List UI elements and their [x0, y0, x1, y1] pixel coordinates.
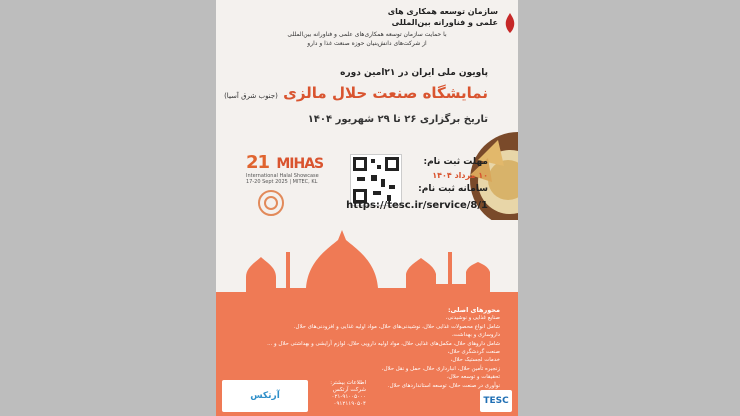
registration-url[interactable]: https://tesc.ir/service/8/1	[346, 200, 488, 211]
event-dates: تاریخ برگزاری ۲۶ تا ۲۹ شهریور ۱۴۰۴	[307, 114, 488, 125]
list-item: خدمات لجستیک حلال،	[450, 357, 500, 364]
company-name: آرتکس	[250, 391, 280, 401]
topics-title: محورهای اصلی:	[447, 306, 500, 314]
mihas-name: MIHAS	[276, 156, 324, 172]
registration-info	[418, 155, 488, 196]
poster	[216, 0, 518, 416]
contact-info	[312, 380, 366, 408]
list-item: شامل انواع محصولات غذایی حلال، نوشیدنی‌های حلال، مواد اولیه غذایی و افزودنی‌های حلال.	[293, 323, 500, 330]
deadline-value: ۱۰ مرداد ۱۴۰۴	[432, 171, 488, 180]
iran-emblem-icon	[502, 12, 518, 34]
org-name-line1: سازمان توسعه همکاری های	[387, 7, 498, 16]
list-item: داروسازی و بهداشت،	[452, 332, 500, 339]
mihas-subtitle: International Halal Showcase	[246, 173, 319, 179]
mihas-dates: 17-20 Sept 2025 | MITEC, KL	[246, 179, 318, 185]
list-item: تحقیقات و توسعه حلال،	[446, 374, 500, 381]
org-name-line2: علمی و فناورانه بین‌المللی	[391, 18, 498, 27]
list-item: زنجیره تأمین حلال، انبارداری حلال، حمل و نقل حلال،	[381, 365, 500, 372]
contact-line4: ۰۹۱۲۱۱۹۰۵۰۴	[333, 401, 366, 407]
region-label: (جنوب شرق آسیا)	[224, 92, 278, 100]
contact-line1: اطلاعات بیشتر:	[330, 380, 366, 386]
list-item: شامل داروهای حلال، مکمل‌های غذایی حلال، مواد اولیه دارویی حلال، لوازم آرایشی و بهداشتی حلال و ...	[267, 340, 500, 347]
company-logo	[222, 380, 308, 412]
tesc-logo: TESC	[480, 390, 512, 412]
mihas-number: 21	[246, 152, 270, 173]
contact-line2: شرکت آرتکس	[332, 387, 366, 393]
pavilion-title: پاویون ملی ایران در ۲۱امین دوره	[340, 68, 488, 78]
support-line2: از شرکت‌های دانش‌بنیان حوزه صنعت غذا و دارو	[307, 40, 427, 47]
list-item: صنایع غذایی و نوشیدنی،	[445, 315, 500, 322]
system-label: سامانه ثبت نام:	[418, 184, 488, 194]
ornament-icon	[256, 188, 286, 218]
support-line1: با حمایت سازمان توسعه همکاری‌های علمی و فناورانه بین‌المللی	[287, 31, 447, 38]
list-item: صنعت گردشگری حلال،	[447, 349, 500, 356]
deadline-label: مهلت ثبت نام:	[423, 157, 488, 167]
exhibition-title	[224, 84, 488, 102]
organization-header	[388, 6, 498, 28]
list-item: نوآوری در صنعت حلال، توسعه استانداردهای حلال.	[387, 382, 500, 389]
registration-qr-code[interactable]	[350, 154, 402, 206]
contact-line3: ۰۲۱-۹۱۰۰۵۰۰۰	[331, 394, 366, 400]
mosque-skyline-image	[216, 222, 518, 308]
support-text	[230, 30, 504, 48]
topics-list	[250, 306, 500, 390]
mihas-logo	[246, 152, 336, 185]
exhibition-name: نمایشگاه صنعت حلال مالزی	[283, 84, 488, 102]
